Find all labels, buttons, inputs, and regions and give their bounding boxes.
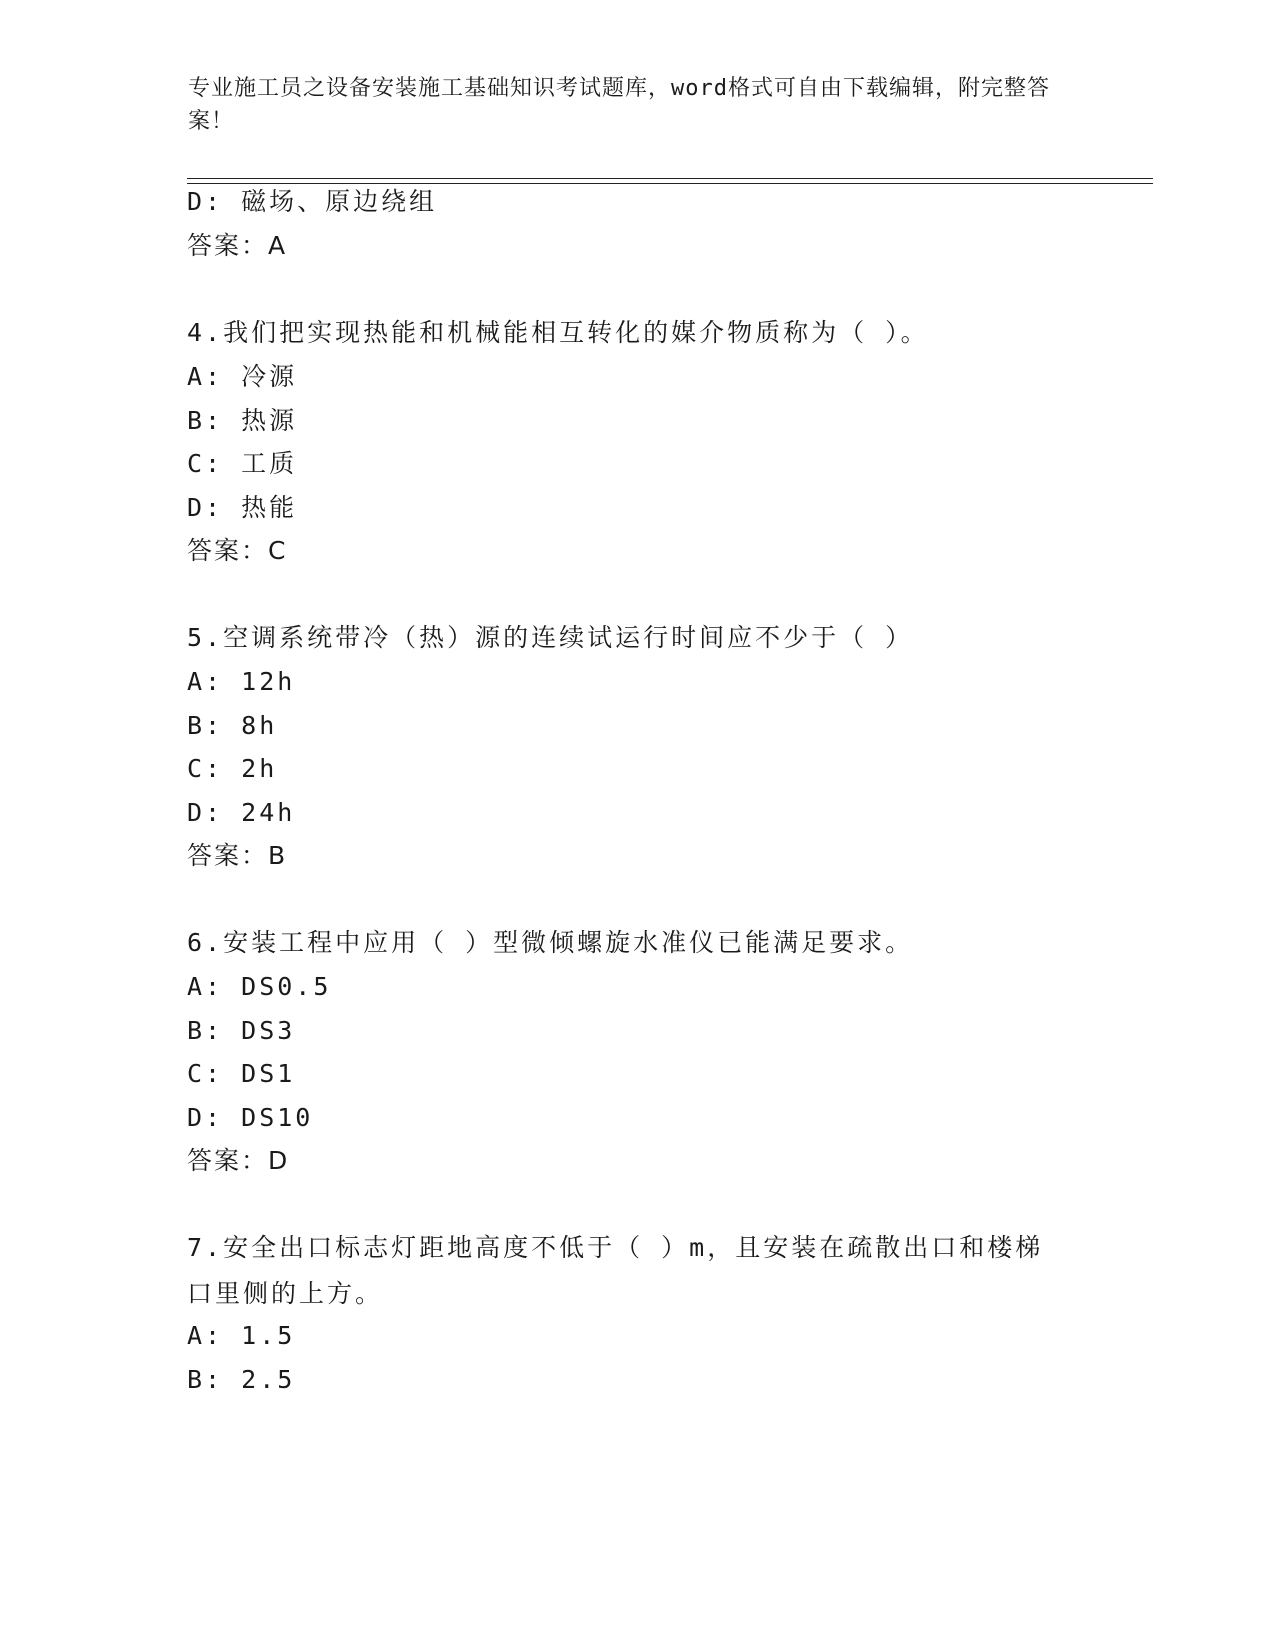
q6-option-b: B: DS3	[187, 1016, 296, 1045]
q6-question: 6.安装工程中应用（ ）型微倾螺旋水准仪已能满足要求。	[187, 928, 914, 957]
q4-question: 4.我们把实现热能和机械能相互转化的媒介物质称为（ ）。	[187, 318, 929, 347]
header-divider-top	[187, 178, 1153, 179]
q3-option-d: D: 磁场、原边绕组	[187, 187, 438, 216]
q4-option-b: B: 热源	[187, 406, 298, 435]
q5-answer: 答案：B	[187, 841, 288, 870]
q7-option-b: B: 2.5	[187, 1365, 296, 1394]
q4-option-a: A: 冷源	[187, 362, 298, 391]
q6-answer: 答案：D	[187, 1146, 290, 1175]
q3-answer: 答案：A	[187, 231, 288, 260]
document-header: 专业施工员之设备安装施工基础知识考试题库，word格式可自由下载编辑，附完整答案！	[188, 76, 1050, 134]
q6-option-a: A: DS0.5	[187, 972, 332, 1001]
q6-option-c: C: DS1	[187, 1059, 296, 1088]
q5-option-a: A: 12h	[187, 667, 296, 696]
q7-question: 7.安全出口标志灯距地高度不低于（ ）m，且安装在疏散出口和楼梯口里侧的上方。	[187, 1233, 1044, 1308]
header-divider-bottom	[187, 183, 1153, 184]
q5-question: 5.空调系统带冷（热）源的连续试运行时间应不少于（ ）	[187, 623, 914, 652]
q4-answer: 答案：C	[187, 536, 288, 565]
q5-option-b: B: 8h	[187, 711, 278, 740]
q7-option-a: A: 1.5	[187, 1321, 296, 1350]
q5-option-d: D: 24h	[187, 798, 296, 827]
q4-option-c: C: 工质	[187, 449, 298, 478]
q6-option-d: D: DS10	[187, 1103, 314, 1132]
q4-option-d: D: 热能	[187, 493, 298, 522]
q5-option-c: C: 2h	[187, 754, 278, 783]
